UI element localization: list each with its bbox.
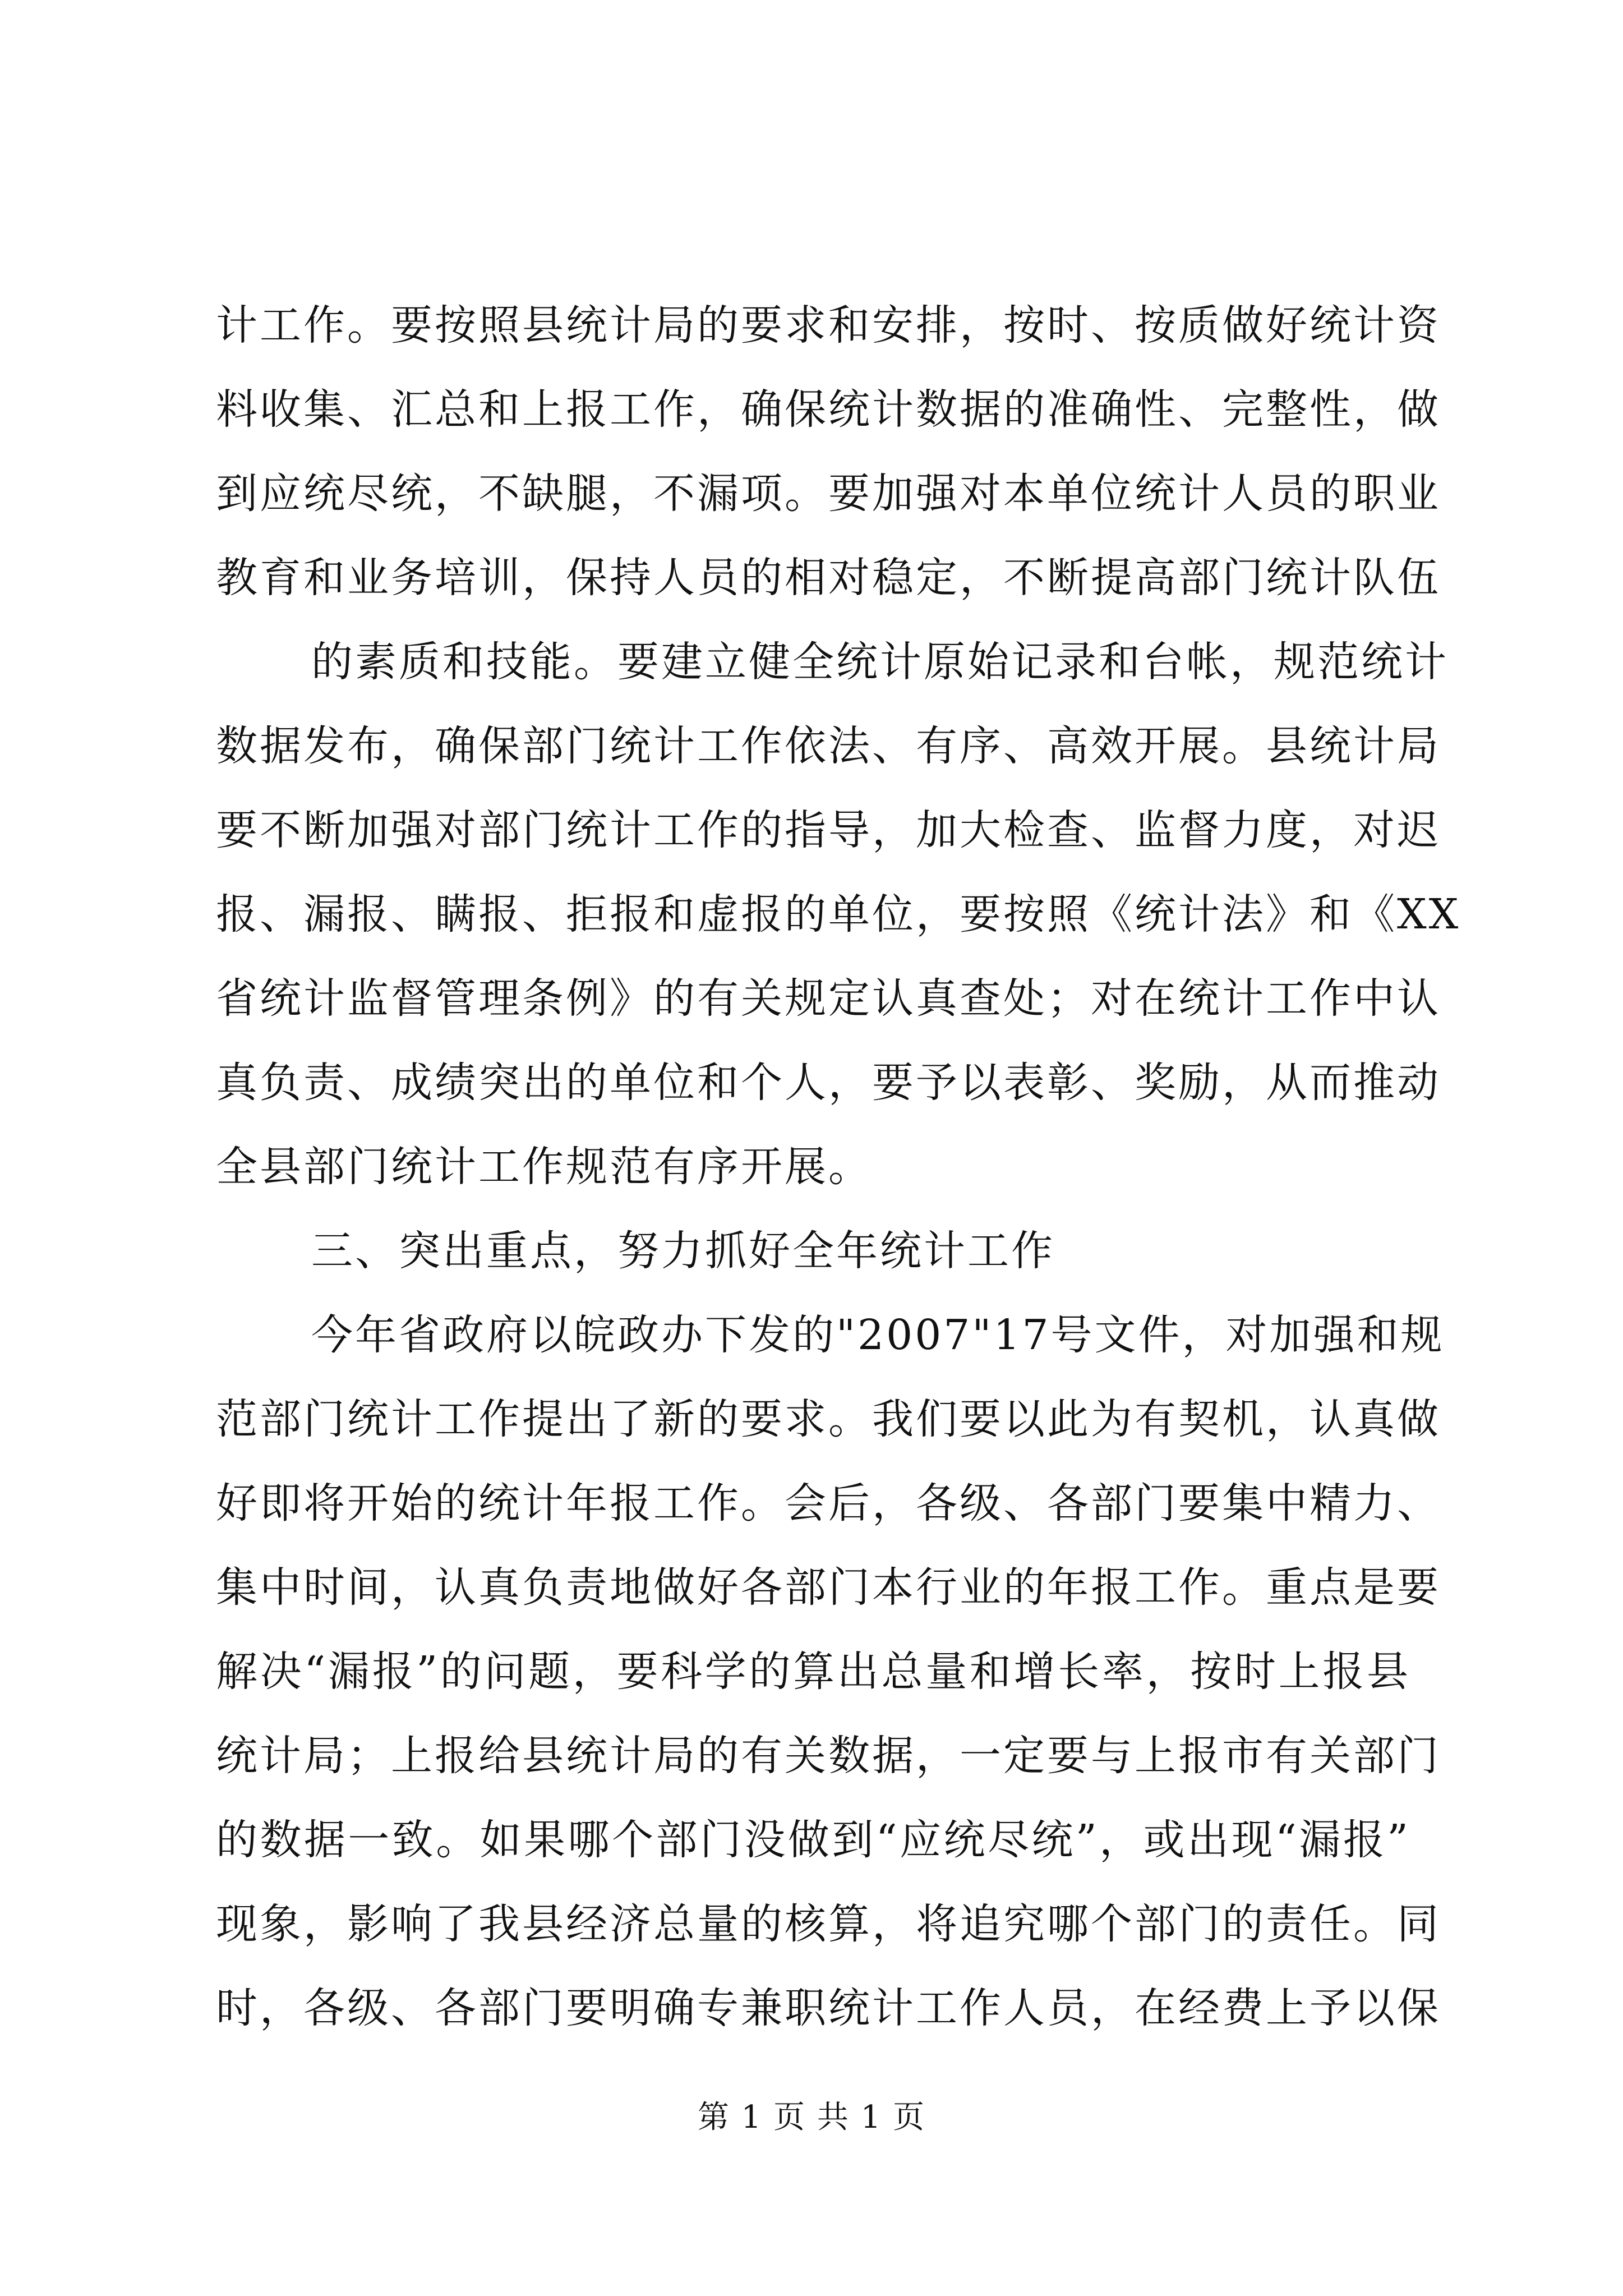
text-line: 到应统尽统，不缺腿，不漏项。要加强对本单位统计人员的职业 [216,470,1441,518]
text-line: 计工作。要按照县统计局的要求和安排，按时、按质做好统计资 [216,301,1441,349]
text-line: 的素质和技能。要建立健全统计原始记录和台帐，规范统计 [311,638,1449,686]
text-line: 时，各级、各部门要明确专兼职统计工作人员，在经费上予以保 [216,1984,1441,2032]
text-line: 的数据一致。如果哪个部门没做到“应统尽统”，或出现“漏报” [216,1816,1410,1864]
text-line: 省统计监督管理条例》的有关规定认真查处；对在统计工作中认 [216,974,1441,1023]
text-line: 现象，影响了我县经济总量的核算，将追究哪个部门的责任。同 [216,1900,1441,1948]
page-number-footer: 第 1 页 共 1 页 [697,2099,926,2136]
text-line: 要不断加强对部门统计工作的指导，加大检查、监督力度，对迟 [216,806,1441,854]
text-line: 全县部门统计工作规范有序开展。 [216,1143,872,1191]
text-line: 今年省政府以皖政办下发的"2007"17号文件，对加强和规 [311,1311,1445,1359]
section-heading: 三、突出重点，努力抓好全年统计工作 [311,1227,1055,1275]
text-line: 解决“漏报”的问题，要科学的算出总量和增长率，按时上报县 [216,1648,1410,1696]
text-line: 教育和业务培训，保持人员的相对稳定，不断提高部门统计队伍 [216,554,1441,602]
text-line: 统计局；上报给县统计局的有关数据，一定要与上报市有关部门 [216,1732,1441,1780]
text-line: 集中时间，认真负责地做好各部门本行业的年报工作。重点是要 [216,1563,1441,1612]
text-line: 范部门统计工作提出了新的要求。我们要以此为有契机，认真做 [216,1395,1441,1443]
text-line: 好即将开始的统计年报工作。会后，各级、各部门要集中精力、 [216,1479,1441,1527]
text-line: 数据发布，确保部门统计工作依法、有序、高效开展。县统计局 [216,722,1441,770]
document-body [216,283,1461,2050]
text-line: 报、漏报、瞒报、拒报和虚报的单位，要按照《统计法》和《XX [216,890,1461,938]
text-line: 真负责、成绩突出的单位和个人，要予以表彰、奖励，从而推动 [216,1059,1441,1107]
text-line: 料收集、汇总和上报工作，确保统计数据的准确性、完整性，做 [216,385,1441,434]
